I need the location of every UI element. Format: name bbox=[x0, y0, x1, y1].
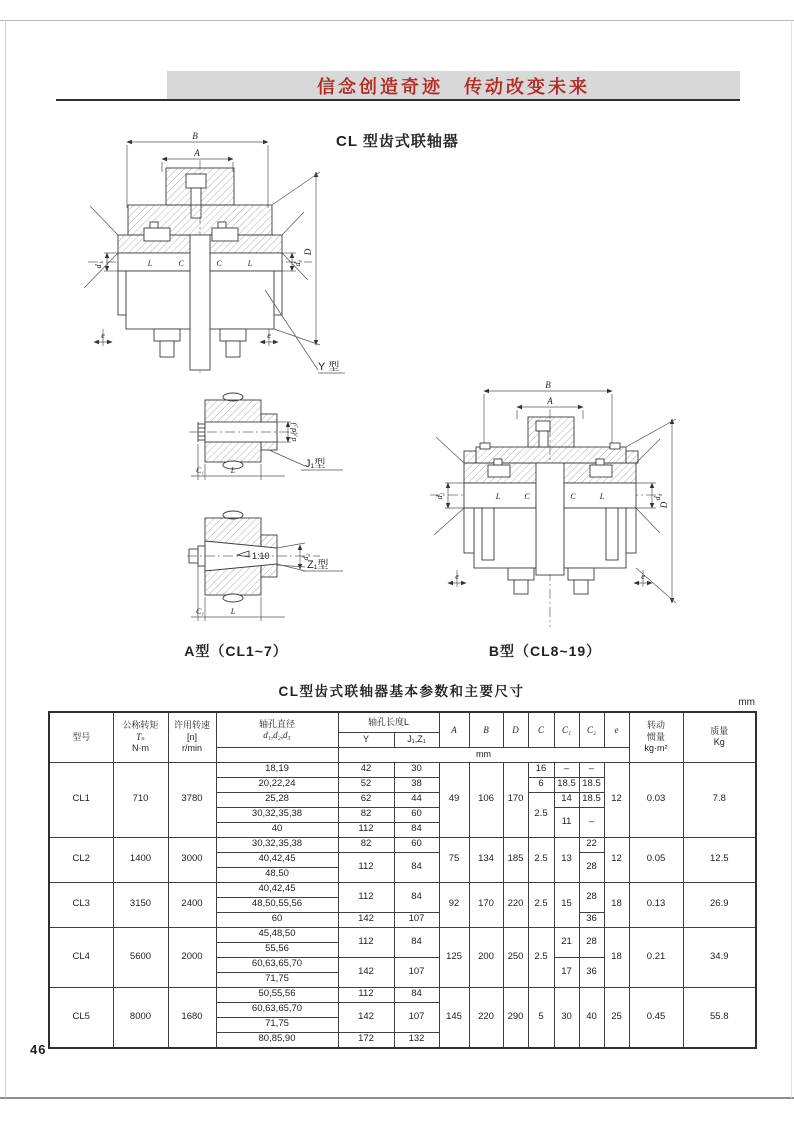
cell-model: CL5 bbox=[49, 987, 113, 1048]
cell-A: 92 bbox=[439, 882, 469, 927]
speed-line1: 许用转速 bbox=[173, 720, 210, 731]
cell-torque: 710 bbox=[113, 762, 168, 837]
dim-l-z: L bbox=[230, 607, 236, 616]
cell-bore: 45,48,50 bbox=[216, 927, 338, 942]
cell-B: 200 bbox=[469, 927, 503, 987]
cell-C2: – bbox=[579, 807, 604, 837]
dim-C-right: C bbox=[216, 259, 222, 268]
parameters-table bbox=[48, 711, 757, 1049]
cell-B: 106 bbox=[469, 762, 503, 837]
cell-j: 84 bbox=[394, 852, 439, 882]
header-slogan: 信念创造奇迹 传动改变未来 bbox=[317, 76, 590, 97]
col-header-inertia bbox=[629, 712, 683, 762]
label-j1-type: J₁型 bbox=[305, 458, 326, 470]
label-y-type: Y 型 bbox=[318, 361, 340, 373]
cell-j: 84 bbox=[394, 987, 439, 1002]
cell-C2: 18.5 bbox=[579, 792, 604, 807]
cell-bore: 80,85,90 bbox=[216, 1032, 338, 1048]
col-header-B: B bbox=[469, 712, 503, 747]
cell-bore: 40,42,45 bbox=[216, 882, 338, 897]
cell-bore: 40 bbox=[216, 822, 338, 837]
dim-L-left: L bbox=[147, 259, 153, 268]
cell-model: CL3 bbox=[49, 882, 113, 927]
col-header-C2: C₂ bbox=[579, 712, 604, 747]
cell-C2: 36 bbox=[579, 912, 604, 927]
cell-y: 82 bbox=[338, 807, 394, 822]
page-border-bottom bbox=[0, 1097, 794, 1099]
cell-y: 142 bbox=[338, 912, 394, 927]
col-header-length-y: Y bbox=[338, 732, 394, 747]
cell-torque: 1400 bbox=[113, 837, 168, 882]
dim-A-b: A bbox=[547, 396, 553, 406]
cell-j: 60 bbox=[394, 837, 439, 852]
cell-C2: – bbox=[579, 762, 604, 777]
dim-d1d2: d₁(d₂) bbox=[289, 422, 298, 442]
dim-e-left-b: e bbox=[455, 572, 459, 581]
cell-j: 84 bbox=[394, 882, 439, 912]
cell-y: 142 bbox=[338, 957, 394, 987]
cell-y: 42 bbox=[338, 762, 394, 777]
cell-C1: 18.5 bbox=[554, 777, 579, 792]
cell-bore: 30,32,35,38 bbox=[216, 807, 338, 822]
cell-bore: 30,32,35,38 bbox=[216, 837, 338, 852]
cell-bore: 60 bbox=[216, 912, 338, 927]
col-header-D: D bbox=[503, 712, 528, 747]
cell-e: 12 bbox=[604, 837, 629, 882]
cell-e: 18 bbox=[604, 927, 629, 987]
cell-C2: 28 bbox=[579, 852, 604, 882]
cell-D: 185 bbox=[503, 837, 528, 882]
header-unit-mm: mm bbox=[338, 747, 629, 762]
col-header-speed bbox=[168, 712, 216, 762]
cell-inertia: 0.45 bbox=[629, 987, 683, 1048]
col-header-length: 轴孔长度L bbox=[338, 712, 439, 732]
dim-B-b: B bbox=[545, 380, 551, 390]
dim-c1-z: C₁ bbox=[195, 607, 205, 616]
dim-L-right-b: L bbox=[599, 492, 605, 501]
cell-C: 2.5 bbox=[528, 882, 554, 927]
cell-inertia: 0.13 bbox=[629, 882, 683, 927]
cell-C: 5 bbox=[528, 987, 554, 1048]
cell-C1: 14 bbox=[554, 792, 579, 807]
page-border-top bbox=[0, 20, 794, 21]
dim-D-b: D bbox=[659, 501, 669, 509]
cell-j: 107 bbox=[394, 1002, 439, 1032]
figure-title: CL 型齿式联轴器 bbox=[336, 133, 459, 150]
cell-bore: 25,28 bbox=[216, 792, 338, 807]
cell-y: 112 bbox=[338, 987, 394, 1002]
dim-D: D bbox=[303, 248, 313, 256]
cell-j: 38 bbox=[394, 777, 439, 792]
col-header-mass bbox=[683, 712, 756, 762]
cell-speed: 2000 bbox=[168, 927, 216, 987]
dim-L-left-b: L bbox=[495, 492, 501, 501]
cell-y: 112 bbox=[338, 927, 394, 957]
cell-bore: 18,19 bbox=[216, 762, 338, 777]
cell-y: 112 bbox=[338, 882, 394, 912]
torque-line2: Tₙ bbox=[136, 731, 145, 742]
dim-d1-b: d₁ bbox=[435, 492, 444, 500]
cell-D: 170 bbox=[503, 762, 528, 837]
cell-C1: 30 bbox=[554, 987, 579, 1048]
cell-A: 49 bbox=[439, 762, 469, 837]
speed-line3: r/min bbox=[182, 742, 202, 753]
dim-e-left: e bbox=[101, 331, 105, 340]
cell-j: 132 bbox=[394, 1032, 439, 1048]
cell-C1: 11 bbox=[554, 807, 579, 837]
drawing-j1-hub bbox=[185, 390, 345, 485]
cell-e: 25 bbox=[604, 987, 629, 1048]
cell-C1: 15 bbox=[554, 882, 579, 927]
col-header-bore bbox=[216, 712, 338, 747]
cell-j: 30 bbox=[394, 762, 439, 777]
page-border-left bbox=[5, 20, 6, 1098]
dim-C-left: C bbox=[178, 259, 184, 268]
cell-bore: 20,22,24 bbox=[216, 777, 338, 792]
cell-C1: 17 bbox=[554, 957, 579, 987]
dim-d2-z: d₂ bbox=[301, 553, 310, 561]
cell-C: 2.5 bbox=[528, 792, 554, 837]
label-z1-type: Z₁型 bbox=[307, 559, 329, 571]
cell-C1: 21 bbox=[554, 927, 579, 957]
cell-B: 134 bbox=[469, 837, 503, 882]
col-header-A: A bbox=[439, 712, 469, 747]
cell-y: 52 bbox=[338, 777, 394, 792]
dim-c1-j: C₁ bbox=[195, 466, 205, 475]
bore-line1: 轴孔直径 bbox=[258, 718, 295, 729]
drawing-z1-hub bbox=[185, 505, 345, 627]
dim-d1: d₁ bbox=[94, 261, 103, 269]
col-header-model: 型号 bbox=[49, 712, 113, 762]
cell-speed: 1680 bbox=[168, 987, 216, 1048]
cell-bore: 40,42,45 bbox=[216, 852, 338, 867]
cell-e: 18 bbox=[604, 882, 629, 927]
cell-j: 107 bbox=[394, 912, 439, 927]
cell-speed: 3780 bbox=[168, 762, 216, 837]
cell-speed: 3000 bbox=[168, 837, 216, 882]
label-taper: 1:10 bbox=[252, 551, 270, 561]
dim-C-left-b: C bbox=[524, 492, 530, 501]
cell-mass: 26.9 bbox=[683, 882, 756, 927]
dim-l-j: L bbox=[230, 466, 236, 475]
cell-y: 172 bbox=[338, 1032, 394, 1048]
drawing-a-main-view bbox=[60, 130, 345, 382]
cell-bore: 48,50,55,56 bbox=[216, 897, 338, 912]
cell-e: 12 bbox=[604, 762, 629, 837]
cell-D: 220 bbox=[503, 882, 528, 927]
cell-bore: 71,75 bbox=[216, 1017, 338, 1032]
cell-j: 84 bbox=[394, 822, 439, 837]
cell-C: 2.5 bbox=[528, 837, 554, 882]
cell-C2: 36 bbox=[579, 957, 604, 987]
cell-j: 84 bbox=[394, 927, 439, 957]
dim-d2-b: d₂ bbox=[653, 493, 662, 501]
cell-bore: 60,63,65,70 bbox=[216, 957, 338, 972]
cell-mass: 34.9 bbox=[683, 927, 756, 987]
cell-j: 44 bbox=[394, 792, 439, 807]
dim-e-right-b: e bbox=[641, 572, 645, 581]
cell-speed: 2400 bbox=[168, 882, 216, 927]
inertia-line1: 转动 bbox=[647, 720, 666, 731]
table-title: CL型齿式联轴器基本参数和主要尺寸 bbox=[278, 684, 525, 699]
cell-A: 145 bbox=[439, 987, 469, 1048]
cell-y: 142 bbox=[338, 1002, 394, 1032]
cell-y: 62 bbox=[338, 792, 394, 807]
dim-C-right-b: C bbox=[570, 492, 576, 501]
cell-bore: 71,75 bbox=[216, 972, 338, 987]
page-border-right bbox=[791, 20, 792, 1098]
page-number: 46 bbox=[30, 1042, 47, 1057]
col-header-C1: C₁ bbox=[554, 712, 579, 747]
cell-inertia: 0.03 bbox=[629, 762, 683, 837]
cell-bore: 60,63,65,70 bbox=[216, 1002, 338, 1017]
inertia-line2: 惯量 bbox=[647, 731, 666, 742]
caption-b-type: B型（CL8~19） bbox=[488, 643, 602, 659]
cell-torque: 3150 bbox=[113, 882, 168, 927]
table-unit-note: mm bbox=[738, 697, 755, 708]
header-rule bbox=[56, 99, 740, 101]
header-bore-spacer bbox=[216, 747, 338, 762]
cell-inertia: 0.05 bbox=[629, 837, 683, 882]
cell-bore: 55,56 bbox=[216, 942, 338, 957]
caption-a-type: A型（CL1~7） bbox=[184, 643, 288, 659]
cell-model: CL2 bbox=[49, 837, 113, 882]
cell-C2: 28 bbox=[579, 882, 604, 912]
dim-L-right: L bbox=[247, 259, 253, 268]
cell-C2: 28 bbox=[579, 927, 604, 957]
torque-line3: N·m bbox=[132, 742, 149, 753]
inertia-line3: kg·m² bbox=[644, 742, 668, 753]
cell-torque: 8000 bbox=[113, 987, 168, 1048]
cell-model: CL4 bbox=[49, 927, 113, 987]
mass-line2: Kg bbox=[713, 737, 725, 748]
torque-line1: 公称转矩 bbox=[122, 720, 159, 731]
cell-j: 60 bbox=[394, 807, 439, 822]
cell-A: 75 bbox=[439, 837, 469, 882]
cell-C1: 13 bbox=[554, 837, 579, 882]
cell-C2: 40 bbox=[579, 987, 604, 1048]
dim-A: A bbox=[194, 148, 200, 158]
dim-B: B bbox=[192, 131, 198, 141]
cell-y: 82 bbox=[338, 837, 394, 852]
cell-y: 112 bbox=[338, 822, 394, 837]
cell-mass: 55.8 bbox=[683, 987, 756, 1048]
cell-D: 290 bbox=[503, 987, 528, 1048]
cell-mass: 7.8 bbox=[683, 762, 756, 837]
bore-line2: d₁,d₂,d₃ bbox=[263, 729, 291, 740]
col-header-e: e bbox=[604, 712, 629, 747]
cell-C: 6 bbox=[528, 777, 554, 792]
cell-B: 220 bbox=[469, 987, 503, 1048]
cell-torque: 5600 bbox=[113, 927, 168, 987]
mass-line1: 质量 bbox=[710, 726, 729, 736]
cell-C1: – bbox=[554, 762, 579, 777]
col-header-C: C bbox=[528, 712, 554, 747]
cell-C: 16 bbox=[528, 762, 554, 777]
col-header-length-j: J₁,Z₁ bbox=[394, 732, 439, 747]
speed-line2: [n] bbox=[186, 731, 197, 742]
col-header-torque bbox=[113, 712, 168, 762]
cell-model: CL1 bbox=[49, 762, 113, 837]
cell-inertia: 0.21 bbox=[629, 927, 683, 987]
cell-D: 250 bbox=[503, 927, 528, 987]
cell-C2: 18.5 bbox=[579, 777, 604, 792]
cell-C2: 22 bbox=[579, 837, 604, 852]
drawing-b-main-view bbox=[420, 375, 750, 637]
cell-j: 107 bbox=[394, 957, 439, 987]
dim-e-right: e bbox=[267, 331, 271, 340]
cell-mass: 12.5 bbox=[683, 837, 756, 882]
cell-C: 2.5 bbox=[528, 927, 554, 987]
dim-d2: d₂ bbox=[293, 259, 302, 267]
header-banner bbox=[167, 71, 740, 100]
cell-y: 112 bbox=[338, 852, 394, 882]
cell-bore: 48,50 bbox=[216, 867, 338, 882]
cell-B: 170 bbox=[469, 882, 503, 927]
cell-A: 125 bbox=[439, 927, 469, 987]
cell-bore: 50,55,56 bbox=[216, 987, 338, 1002]
